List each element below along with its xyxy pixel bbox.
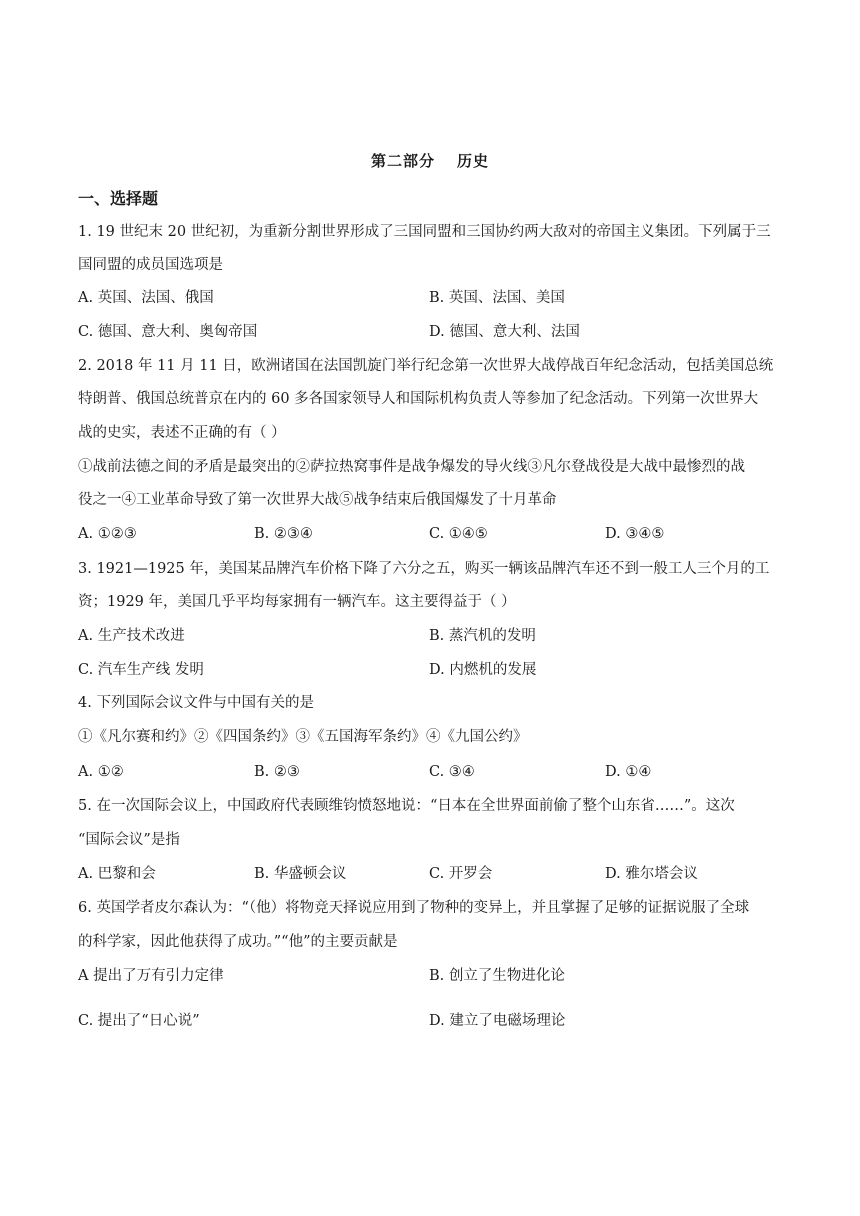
q3-option-a: A. 生产技术改进 bbox=[78, 628, 185, 644]
q2-line-4: ①战前法德之间的矛盾是最突出的②萨拉热窝事件是战争爆发的导火线③凡尔登战役是大战中最惨烈的战 bbox=[78, 459, 745, 475]
q2-option-a: A. ①②③ bbox=[78, 526, 137, 542]
q5-option-c: C. 开罗会 bbox=[429, 866, 493, 882]
q1-line-2: 国同盟的成员国选项是 bbox=[78, 257, 223, 273]
q1-option-b: B. 英国、法国、美国 bbox=[429, 290, 565, 306]
q1-option-a: A. 英国、法国、俄国 bbox=[78, 290, 214, 306]
q2-option-c: C. ①④⑤ bbox=[429, 526, 488, 542]
section-heading: 一、选择题 bbox=[78, 189, 159, 208]
q4-line-2: ①《凡尔赛和约》②《四国条约》③《五国海军条约》④《九国公约》 bbox=[78, 729, 528, 745]
q2-option-b: B. ②③④ bbox=[254, 526, 313, 542]
q2-line-2: 特朗普、俄国总统普京在内的 60 多各国家领导人和国际机构负责人等参加了纪念活动。下列第一次世界大 bbox=[78, 391, 759, 407]
q5-option-d: D. 雅尔塔会议 bbox=[605, 866, 698, 882]
q3-line-1: 3. 1921—1925 年，美国某品牌汽车价格下降了六分之五，购买一辆该品牌汽车还不到一般工人三个月的工 bbox=[78, 561, 770, 577]
q1-option-c: C. 德国、意大利、奥匈帝国 bbox=[78, 324, 258, 340]
q6-line-1: 6. 英国学者皮尔森认为：“（他）将物竞天择说应用到了物种的变异上，并且掌握了足够的证据说服了全球 bbox=[78, 900, 750, 916]
q6-option-a: A 提出了万有引力定律 bbox=[78, 968, 224, 984]
q3-line-2: 资；1929 年，美国几乎平均每家拥有一辆汽车。这主要得益于（ ） bbox=[78, 594, 516, 610]
q3-option-d: D. 内燃机的发展 bbox=[429, 662, 537, 678]
q3-option-c: C. 汽车生产线 发明 bbox=[78, 662, 204, 678]
q2-line-5: 役之一④工业革命导致了第一次世界大战⑤战争结束后俄国爆发了十月革命 bbox=[78, 492, 557, 508]
q6-option-b: B. 创立了生物进化论 bbox=[429, 968, 565, 984]
page-title bbox=[0, 150, 860, 171]
q3-option-b: B. 蒸汽机的发明 bbox=[429, 628, 536, 644]
q2-line-3: 战的史实，表述不正确的有（ ） bbox=[78, 425, 286, 441]
q2-option-d: D. ③④⑤ bbox=[605, 526, 665, 542]
q6-option-c: C. 提出了“日心说” bbox=[78, 1013, 200, 1029]
q1-line-1: 1. 19 世纪末 20 世纪初，为重新分割世界形成了三国同盟和三国协约两大敌对的帝国主义集团。下列属于三 bbox=[78, 224, 771, 240]
q4-option-a: A. ①② bbox=[78, 764, 124, 780]
q6-line-2: 的科学家，因此他获得了成功。”“他”的主要贡献是 bbox=[78, 934, 398, 950]
title-subject: 历史 bbox=[457, 152, 490, 170]
q5-line-2: “国际会议”是指 bbox=[78, 832, 180, 848]
q2-line-1: 2. 2018 年 11 月 11 日，欧洲诸国在法国凯旋门举行纪念第一次世界大战停战百年纪念活动，包括美国总统 bbox=[78, 358, 774, 374]
q4-option-d: D. ①④ bbox=[605, 764, 652, 780]
q5-option-b: B. 华盛顿会议 bbox=[254, 866, 347, 882]
q4-line-1: 4. 下列国际会议文件与中国有关的是 bbox=[78, 695, 314, 711]
title-part: 第二部分 bbox=[370, 152, 435, 170]
q5-line-1: 5. 在一次国际会议上，中国政府代表顾维钧愤怒地说：“日本在全世界面前偷了整个山东省……”。这次 bbox=[78, 798, 735, 814]
q5-option-a: A. 巴黎和会 bbox=[78, 866, 156, 882]
q4-option-c: C. ③④ bbox=[429, 764, 475, 780]
q4-option-b: B. ②③ bbox=[254, 764, 300, 780]
q6-option-d: D. 建立了电磁场理论 bbox=[429, 1013, 566, 1029]
q1-option-d: D. 德国、意大利、法国 bbox=[429, 324, 580, 340]
